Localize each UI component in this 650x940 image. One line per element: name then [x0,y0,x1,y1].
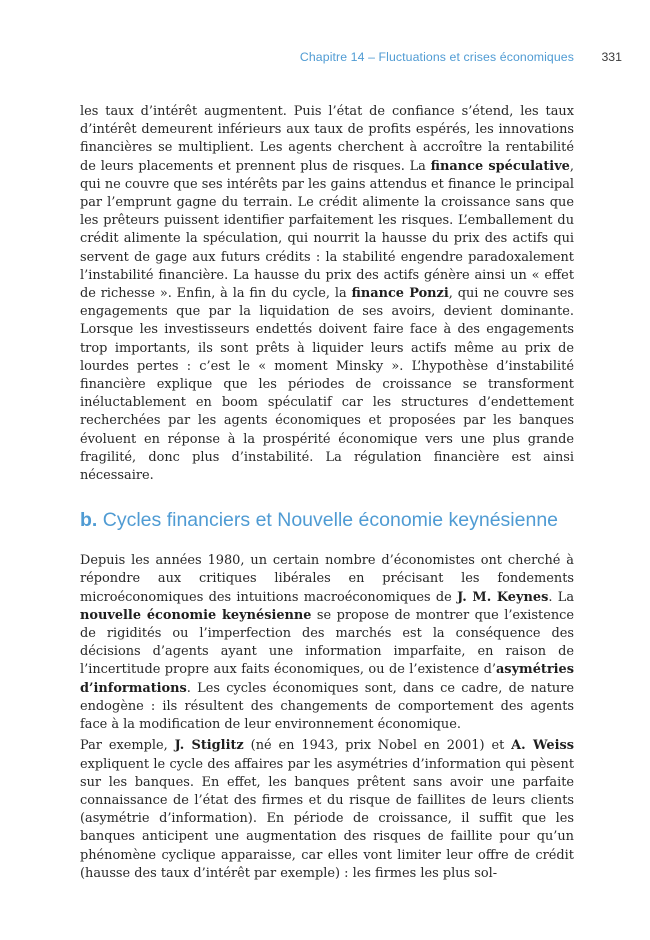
name-weiss: A. Weiss [511,738,574,754]
paragraph-minsky [80,103,574,485]
term-finance-speculative: finance spéculative [430,158,570,174]
section-letter: b. [80,509,98,532]
text-run: . Les cycles économiques sont, dans ce cadre, de nature endogène : ils résultent des changements de comportement des agents face à la modification de leur environnement économique. [80,680,574,733]
paragraph-stiglitz-weiss [80,737,574,883]
text-run: . La [548,589,575,605]
text-run: expliquent le cycle des affaires par les asymétries d’information qui pèsent sur les banques. En effet, les banques prêtent sans avoir une parfaite connaissance de l’état des firmes et du risque de faillites de leurs clients (asymétrie d’information). En période de croissance, il suffit que les banques anticipent une augmentation des risques de faillite pour qu’un phénomène cyclique apparaisse, car elles vont limiter leur offre de crédit (hausse des taux d’intérêt par exemple) : les firmes les plus sol- [80,756,574,881]
term-nouvelle-economie-keynesienne: nouvelle économie keynésienne [80,607,312,623]
name-keynes: J. M. Keynes [457,589,549,605]
text-run: , qui ne couvre ses engagements que par la liquidation de ses avoirs, devient dominante. Lorsque les investisseurs endettés doivent faire face à des engagements trop importants, ils sont prêts à liquider leurs actifs même au prix de lourdes pertes : c’est le « moment Minsky ». L’hypothèse d’instabilité financière explique que les périodes de croissance se transforment inéluctablement en boom spéculatif car les structures d’endettement recherchées par les agents économiques et proposées par les banques évoluent en réponse à la prospérité économique vers une plus grande fragilité, donc plus d’instabilité. La régulation financière est ainsi nécessaire. [80,286,575,484]
text-run: (né en 1943, prix Nobel en 2001) et [243,738,512,754]
text-run: les taux d’intérêt augmentent. Puis l’état de confiance s’étend, les taux d’intérêt demeurent inférieurs aux taux de profits espérés, les innovations financières se multiplient. Les agents cherchent à accroître la rentabilité de leurs placements et prennent plus de risques. La [80,104,574,174]
paragraph-new-keynesian [80,552,574,734]
text-run: Par exemple, [80,738,175,754]
name-stiglitz: J. Stiglitz [174,738,244,754]
running-header [0,50,650,70]
page-body [80,103,574,883]
chapter-title: Chapitre 14 – Fluctuations et crises économiques [299,50,574,64]
term-finance-ponzi: finance Ponzi [351,286,449,302]
text-run: , qui ne couvre que ses intérêts par les gains attendus et finance le principal par l’emprunt gagne du terrain. Le crédit alimente la croissance sans que les prêteurs puissent identifier parfaitement les risques. L’emballement du crédit alimente la spéculation, qui nourrit la hausse du prix des actifs qui servent de gage aux futurs crédits : la stabilité engendre paradoxalement l’instabilité financière. La hausse du prix des actifs génère ainsi un « effet de richesse ». Enfin, à la fin du cycle, la [80,158,574,302]
text-run: se propose de montrer que l’existence de rigidités ou l’imperfection des marchés est la conséquence des décisions d’agents ayant une information imparfaite, en raison de l’incertitude propre aux faits économiques, ou de l’existence d’ [80,607,575,678]
section-heading [80,508,574,532]
page-number: 331 [601,50,622,64]
section-heading-text: Cycles financiers et Nouvelle économie keynésienne [102,509,559,532]
text-run: Depuis les années 1980, un certain nombre d’économistes ont cherché à répondre aux critiques libérales en précisant les fondements microéconomiques des intuitions macroéconomiques de [80,553,574,605]
term-asymetries-informations: asymétries d’informations [80,662,574,696]
